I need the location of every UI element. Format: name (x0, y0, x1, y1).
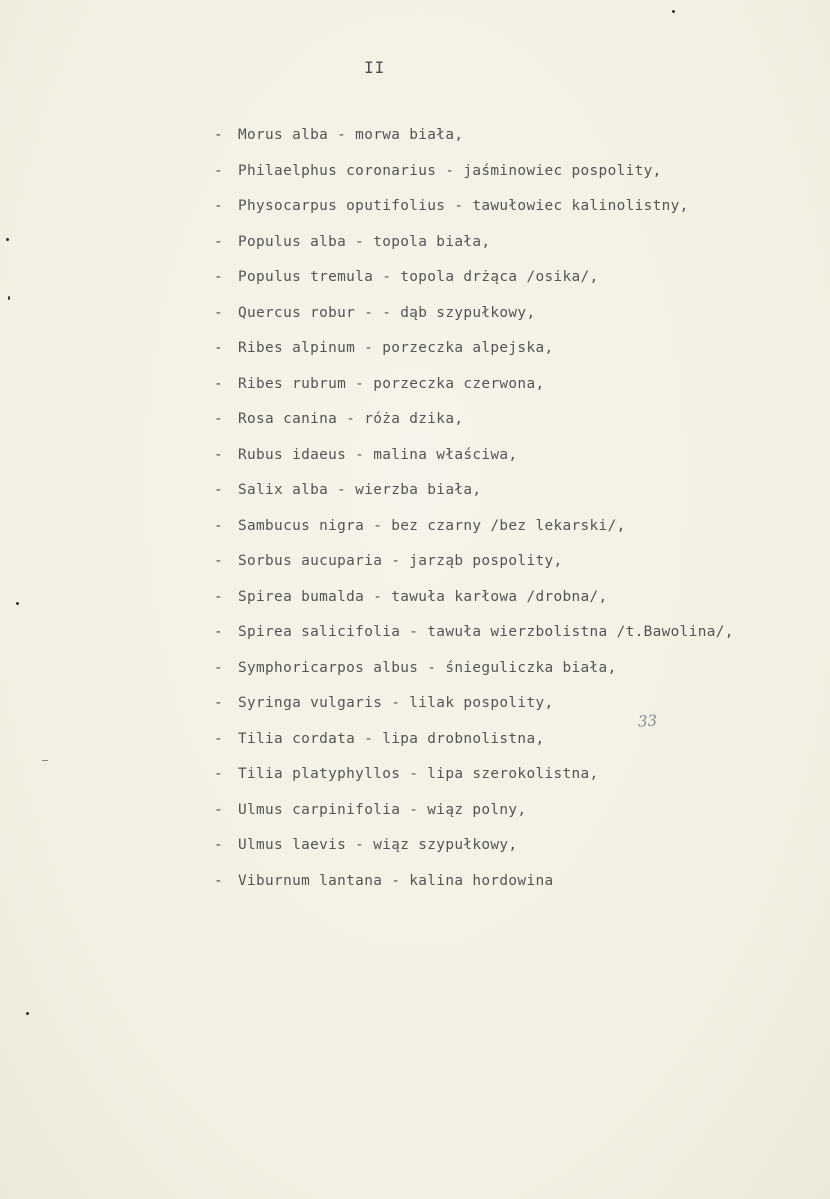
paper-speck (16, 602, 19, 605)
list-item (214, 473, 734, 509)
entry-text: Tilia cordata - lipa drobnolistna, (238, 730, 545, 747)
entry-text: Viburnum lantana - kalina hordowina (238, 872, 554, 889)
list-marker: - (214, 837, 224, 853)
entry-text: Ribes rubrum - porzeczka czerwona, (238, 375, 545, 392)
list-marker: - (214, 553, 224, 569)
entry-text: Tilia platyphyllos - lipa szerokolistna, (238, 766, 599, 782)
list-marker: - (214, 375, 224, 392)
paper-speck (6, 238, 9, 241)
paper-speck (26, 1012, 29, 1015)
entry-text: Morus alba - morwa biała, (238, 127, 464, 143)
handwritten-note: 33 (637, 711, 658, 731)
entry-text: Spirea salicifolia - tawuła wierzbolistna /t.Bawolina/, (238, 624, 734, 640)
entry-text: Ulmus laevis - wiąz szypułkowy, (238, 837, 518, 853)
entry-text: Symphoricarpos albus - śnieguliczka biała, (238, 659, 617, 676)
list-marker: - (214, 127, 224, 143)
list-item (214, 402, 734, 438)
list-item (214, 651, 734, 687)
list-marker: - (214, 269, 224, 285)
list-marker: - (214, 162, 224, 179)
entry-text: Philaelphus coronarius - jaśminowiec pospolity, (238, 162, 662, 179)
page-number: II (364, 58, 386, 77)
list-marker: - (214, 198, 224, 214)
entry-text: Sambucus nigra - bez czarny /bez lekarski/, (238, 517, 626, 534)
list-marker: - (214, 517, 224, 534)
list-item (214, 225, 734, 261)
entry-text: Ribes alpinum - porzeczka alpejska, (238, 340, 554, 356)
list-marker: - (214, 482, 224, 498)
entry-text: Quercus robur - - dąb szypułkowy, (238, 304, 536, 321)
list-marker: - (214, 624, 224, 640)
entry-text: Sorbus aucuparia - jarząb pospolity, (238, 553, 563, 569)
list-marker: - (214, 695, 224, 711)
entry-text: Salix alba - wierzba biała, (238, 482, 482, 498)
list-item (214, 296, 734, 332)
list-marker: - (214, 340, 224, 356)
species-list (214, 118, 734, 899)
list-item (214, 757, 734, 793)
list-item (214, 544, 734, 580)
list-item (214, 864, 734, 900)
list-marker: - (214, 766, 224, 782)
list-item (214, 438, 734, 474)
entry-text: Rubus idaeus - malina właściwa, (238, 446, 518, 463)
entry-text: Spirea bumalda - tawuła karłowa /drobna/, (238, 588, 608, 605)
list-marker: - (214, 730, 224, 747)
entry-text: Rosa canina - róża dzika, (238, 411, 464, 427)
list-item (214, 154, 734, 190)
list-marker: - (214, 446, 224, 463)
list-item (214, 793, 734, 829)
entry-text: Ulmus carpinifolia - wiąz polny, (238, 801, 527, 818)
entry-text: Syringa vulgaris - lilak pospolity, (238, 695, 554, 711)
list-item (214, 189, 734, 225)
list-item (214, 509, 734, 545)
list-marker: - (214, 801, 224, 818)
list-item (214, 615, 734, 651)
list-item (214, 118, 734, 154)
list-marker: - (214, 411, 224, 427)
paper-speck (8, 296, 10, 300)
list-marker: - (214, 872, 224, 889)
paper-speck (42, 760, 48, 761)
list-item (214, 367, 734, 403)
list-marker: - (214, 588, 224, 605)
list-marker: - (214, 304, 224, 321)
entry-text: Populus alba - topola biała, (238, 233, 491, 250)
list-marker: - (214, 233, 224, 250)
list-marker: - (214, 659, 224, 676)
paper-speck (672, 10, 675, 13)
list-item (214, 331, 734, 367)
list-item (214, 828, 734, 864)
entry-text: Populus tremula - topola drżąca /osika/, (238, 269, 599, 285)
list-item (214, 260, 734, 296)
entry-text: Physocarpus oputifolius - tawułowiec kalinolistny, (238, 198, 689, 214)
list-item (214, 580, 734, 616)
